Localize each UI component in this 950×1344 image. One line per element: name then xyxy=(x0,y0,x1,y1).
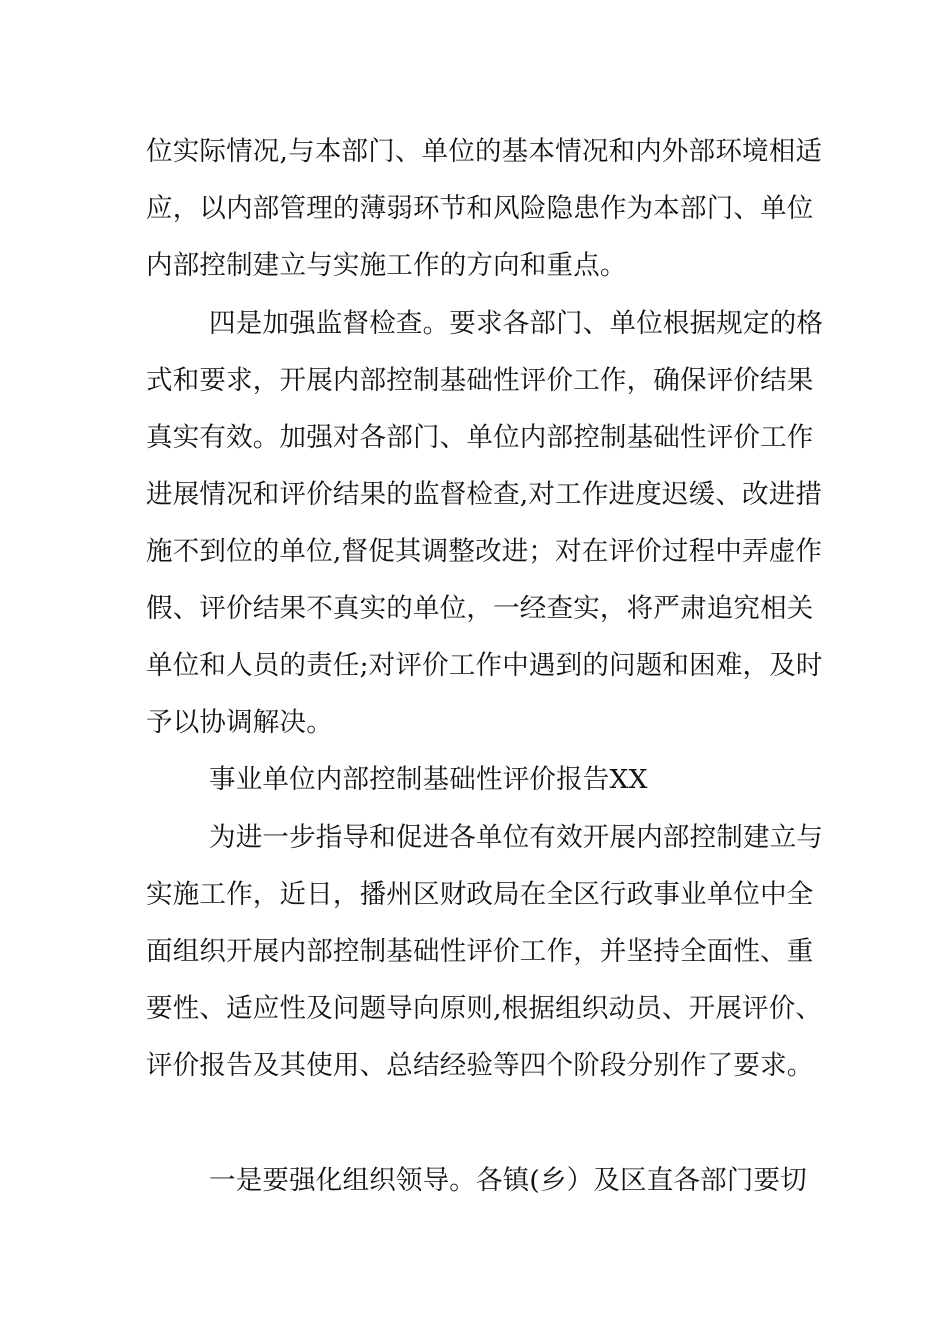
paragraph-line: 应，以内部管理的薄弱环节和风险隐患作为本部门、单位 xyxy=(146,193,814,224)
paragraph-line: 施不到位的单位,督促其调整改进；对在评价过程中弄虚作 xyxy=(146,536,823,567)
paragraph-line: 予以协调解决。 xyxy=(146,707,333,738)
paragraph-line: 进展情况和评价结果的监督检查,对工作进度迟缓、改进措 xyxy=(146,479,823,510)
paragraph-line: 面组织开展内部控制基础性评价工作，并坚持全面性、重 xyxy=(146,936,814,967)
paragraph-line: 内部控制建立与实施工作的方向和重点。 xyxy=(146,250,627,281)
paragraph-line: 为进一步指导和促进各单位有效开展内部控制建立与 xyxy=(209,822,824,853)
paragraph-line: 单位和人员的责任;对评价工作中遇到的问题和困难，及时 xyxy=(146,650,823,681)
paragraph-line: 要性、适应性及问题导向原则,根据组织动员、开展评价、 xyxy=(146,993,823,1024)
paragraph-line: 评价报告及其使用、总结经验等四个阶段分别作了要求。 xyxy=(146,1050,814,1081)
paragraph-line: 四是加强监督检查。要求各部门、单位根据规定的格 xyxy=(209,308,824,339)
section-title: 事业单位内部控制基础性评价报告XX xyxy=(209,764,648,795)
paragraph-line: 一是要强化组织领导。各镇(乡）及区直各部门要切 xyxy=(209,1165,807,1196)
paragraph-line: 位实际情况,与本部门、单位的基本情况和内外部环境相适 xyxy=(146,136,823,167)
paragraph-line: 真实有效。加强对各部门、单位内部控制基础性评价工作 xyxy=(146,422,814,453)
paragraph-line: 实施工作，近日，播州区财政局在全区行政事业单位中全 xyxy=(146,879,814,910)
paragraph-line: 式和要求，开展内部控制基础性评价工作，确保评价结果 xyxy=(146,365,814,396)
paragraph-line: 假、评价结果不真实的单位，一经查实，将严肃追究相关 xyxy=(146,593,814,624)
